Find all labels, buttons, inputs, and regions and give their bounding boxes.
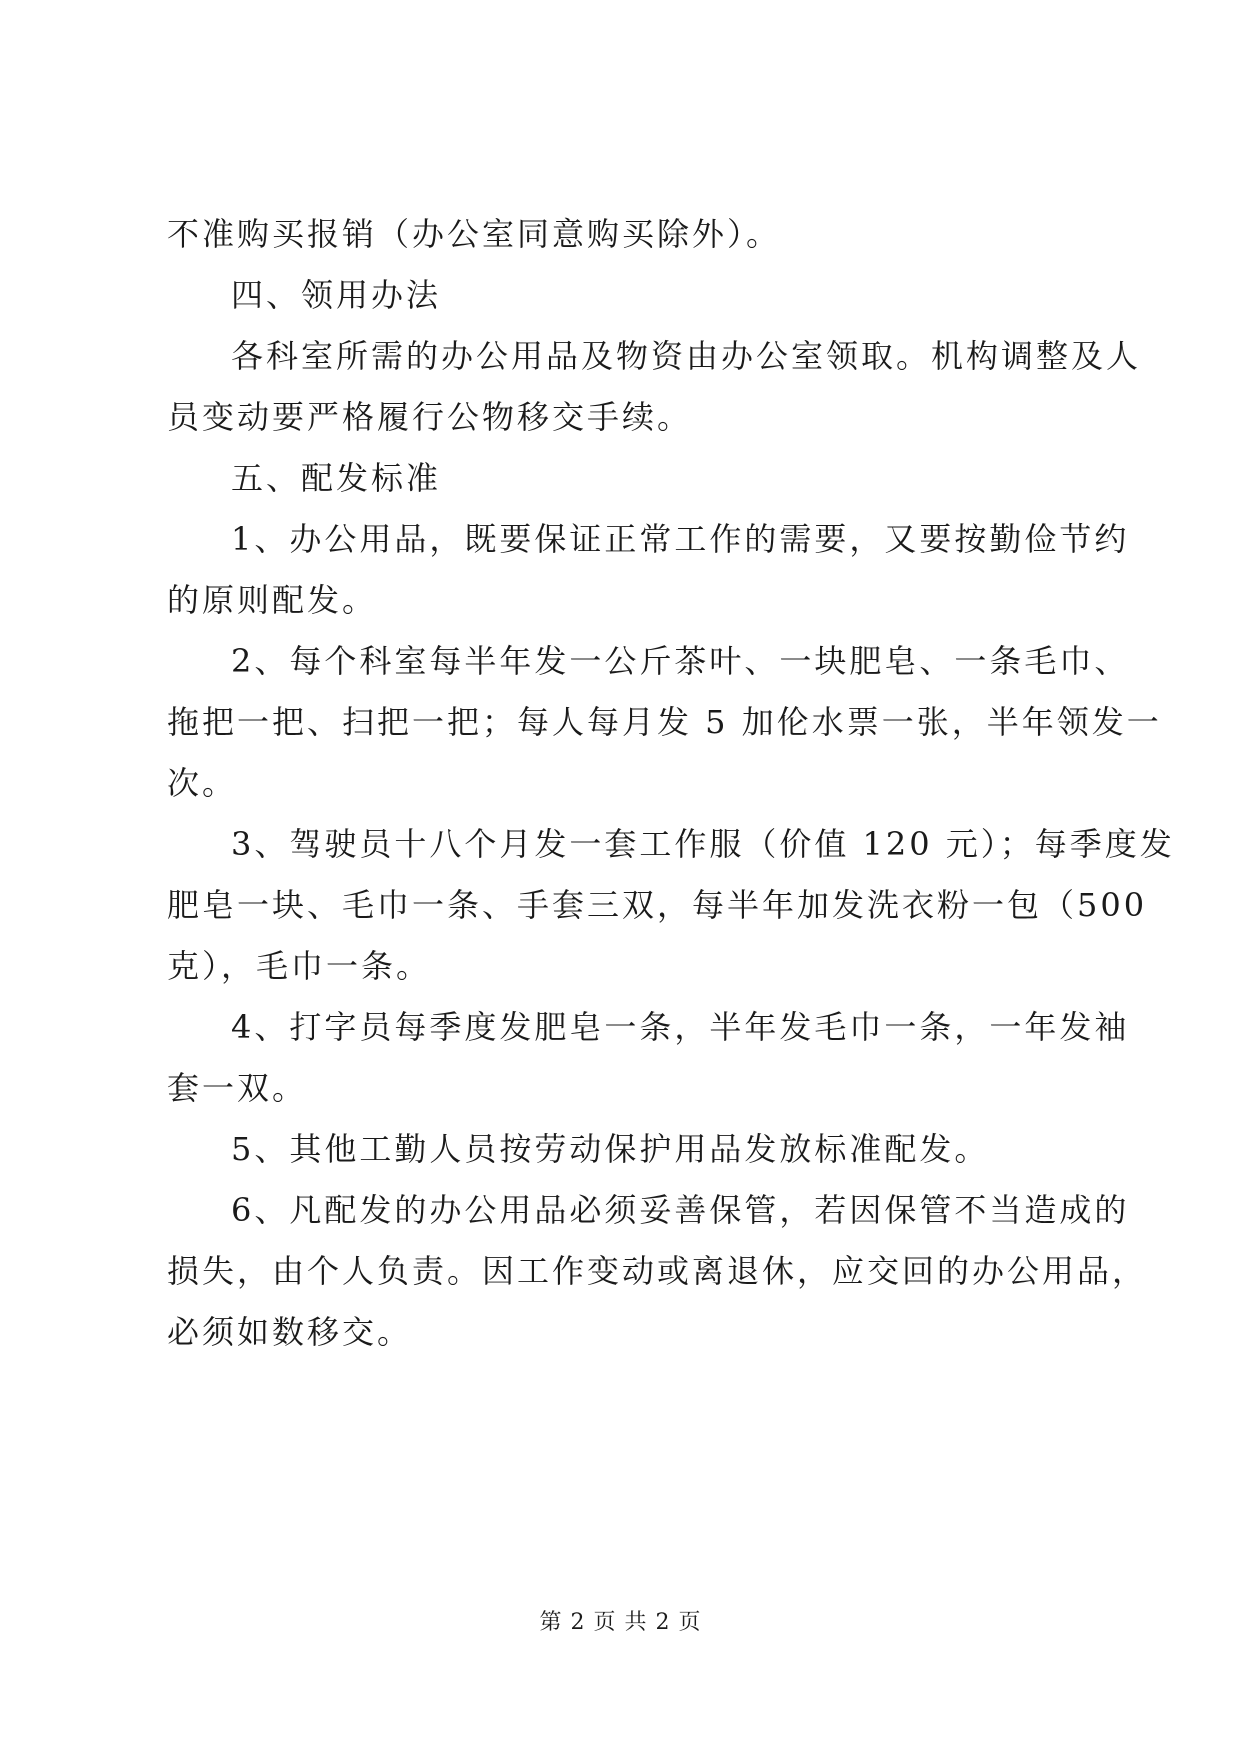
text-line: 损失，由个人负责。因工作变动或离退休，应交回的办公用品， (167, 1252, 1148, 1290)
text-line: 6、凡配发的办公用品必须妥善保管，若因保管不当造成的 (231, 1191, 1130, 1229)
text-line: 员变动要严格履行公物移交手续。 (167, 398, 693, 436)
text-line: 的原则配发。 (167, 581, 378, 619)
text-line: 必须如数移交。 (167, 1313, 413, 1351)
text-line: 1、办公用品，既要保证正常工作的需要，又要按勤俭节约 (231, 520, 1130, 558)
text-line: 4、打字员每季度发肥皂一条，半年发毛巾一条，一年发袖 (231, 1008, 1130, 1046)
text-line: 拖把一把、扫把一把；每人每月发 5 加伦水票一张，半年领发一 (167, 703, 1162, 741)
text-line: 克），毛巾一条。 (167, 947, 432, 985)
text-line: 5、其他工勤人员按劳动保护用品发放标准配发。 (231, 1130, 990, 1168)
section-heading: 五、配发标准 (231, 459, 442, 497)
text-line: 肥皂一块、毛巾一条、手套三双，每半年加发洗衣粉一包（500 (167, 886, 1148, 924)
text-line: 3、驾驶员十八个月发一套工作服（价值 120 元）；每季度发 (231, 825, 1175, 863)
text-line: 套一双。 (167, 1069, 308, 1107)
text-line: 不准购买报销（办公室同意购买除外）。 (167, 215, 782, 253)
text-line: 次。 (167, 764, 238, 802)
text-line: 2、每个科室每半年发一公斤茶叶、一块肥皂、一条毛巾、 (231, 642, 1130, 680)
text-line: 各科室所需的办公用品及物资由办公室领取。机构调整及人 (231, 337, 1142, 375)
section-heading: 四、领用办法 (231, 276, 442, 314)
page-number-footer: 第 2 页 共 2 页 (539, 1610, 702, 1635)
